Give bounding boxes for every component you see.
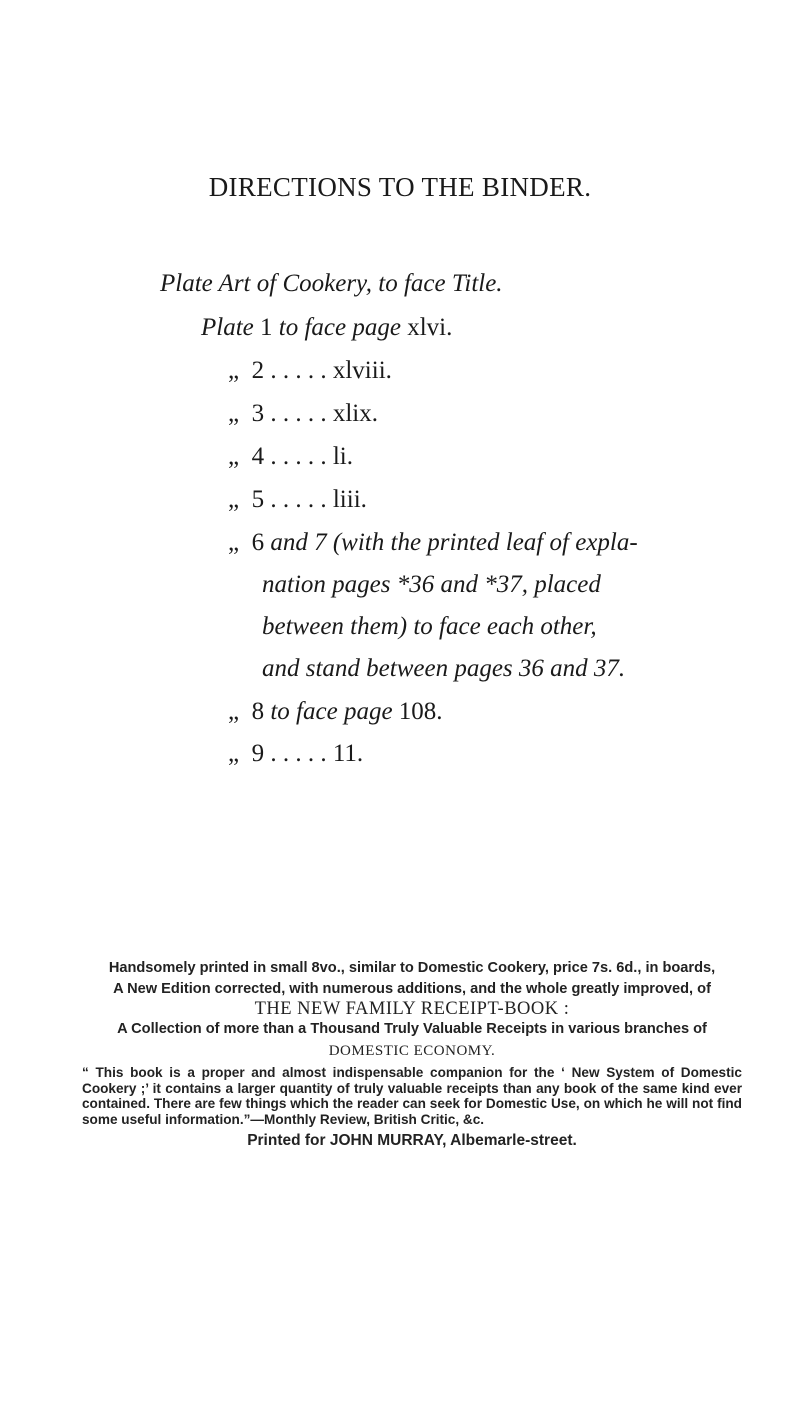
plate-6-number: 6: [251, 529, 265, 556]
advert-description: A Collection of more than a Thousand Truly Valuable Receipts in various branches of: [117, 1021, 707, 1037]
plate-5-line: [228, 486, 367, 514]
leader-dots: . . . . .: [270, 443, 327, 470]
plate-number: 5: [251, 486, 265, 513]
plate-8-number: 8: [251, 698, 265, 725]
ditto-mark: „: [228, 486, 240, 513]
ditto-mark: „: [228, 400, 240, 427]
plate-8-text: to face page: [270, 698, 393, 725]
plate-page: liii.: [332, 486, 367, 513]
plate-1-number: 1: [260, 314, 273, 341]
plate-page: 11.: [332, 740, 364, 767]
leader-dots: . . . . .: [270, 400, 327, 427]
leader-dots: . . . . .: [270, 486, 327, 513]
advert-imprint: Printed for JOHN MURRAY, Albemarle-street.: [247, 1132, 577, 1149]
frontispiece-line: Plate Art of Cookery, to face Title.: [160, 270, 503, 297]
leader-dots: . . . . .: [270, 740, 327, 767]
plate-6-continuation: between them) to face each other,: [262, 613, 597, 640]
plate-1-prefix: Plate: [201, 314, 254, 341]
plate-8-line: [228, 698, 443, 726]
ditto-mark: „: [228, 357, 240, 384]
advert-book-title: THE NEW FAMILY RECEIPT-BOOK :: [254, 999, 570, 1019]
page-heading: DIRECTIONS TO THE BINDER.: [208, 172, 592, 202]
advert-intro: Handsomely printed in small 8vo., similar to Domestic Cookery, price 7s. 6d., in boards,: [108, 960, 716, 976]
leader-dots: . . . . .: [270, 357, 327, 384]
advert-subject: DOMESTIC ECONOMY.: [328, 1043, 496, 1059]
advert-review-quote: “ This book is a proper and almost indispensable companion for the ‘ New System of Domestic Cookery ;’ it contains a larger quantity of truly valuable receipts than any book of the same kind ever contained. There are few things which the reader can seek for Domestic Use, on which he will not find some useful information.”—Monthly Review, British Critic, &c.: [82, 1065, 742, 1127]
plate-1-text: to face page: [278, 314, 401, 341]
plate-8-page: 108.: [398, 698, 443, 725]
plate-number: 9: [251, 740, 265, 767]
plate-number: 4: [251, 443, 265, 470]
ditto-mark: „: [228, 698, 240, 725]
plate-number: 3: [251, 400, 265, 427]
ditto-mark: „: [228, 740, 240, 767]
plate-1-line: [201, 314, 452, 342]
plate-3-line: [228, 400, 378, 428]
plate-6-continuation: and stand between pages 36 and 37.: [262, 655, 626, 682]
plate-4-line: [228, 443, 353, 471]
plate-page: xlviii.: [332, 357, 392, 384]
plate-page: li.: [332, 443, 354, 470]
ditto-mark: „: [228, 443, 240, 470]
plate-page: xlix.: [332, 400, 379, 427]
plate-number: 2: [251, 357, 265, 384]
advert-edition: A New Edition corrected, with numerous additions, and the whole greatly improved, of: [113, 981, 711, 997]
plate-6-text: and 7 (with the printed leaf of expla-: [270, 529, 638, 556]
plate-1-page: xlvi.: [407, 314, 453, 341]
ditto-mark: „: [228, 529, 240, 556]
plate-2-line: [228, 357, 392, 385]
plate-6-continuation: nation pages *36 and *37, placed: [262, 571, 601, 598]
plate-9-line: [228, 740, 363, 768]
plate-6-line: [228, 529, 638, 557]
book-advertisement: [82, 960, 742, 1149]
